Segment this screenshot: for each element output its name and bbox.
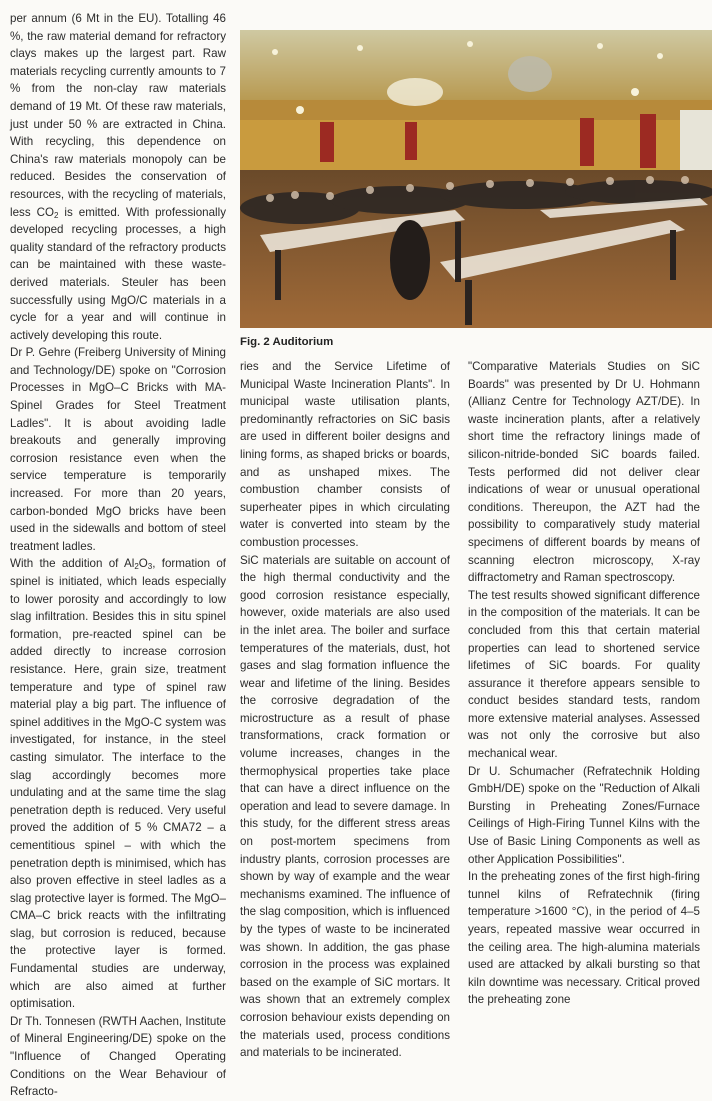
paragraph-hohmann: "Comparative Materials Studies on SiC Boards" was presented by Dr U. Hohmann (Allianz Centre for Technology AZT/DE). In waste incineration plants, after a relatively short time the refractory linings made of silicon-nitride-bonded SiC boards failed. Tests performed did not deliver clear indications of wear or unusual operational conditions. Thereupon, the AZT had the possibility to comparatively study material specimens of different boards by means of scanning electron microscopy, X-ray diffractometry and Raman spectroscopy. — [468, 360, 700, 585]
paragraph-recycling: per annum (6 Mt in the EU). Totalling 46 %, the raw material demand for refractory clays makes up the largest part. Raw materials recycling currently amounts to 7 % from the non-clay raw materials demand of 19 Mt. Of these raw materials, just under 50 % are extracted in China. With recycling, this dependence on China's raw materials monopoly can be reduced. Besides the conservation of resources, with the recycling of materials, less $CO_2$ is emitted. With professionally developed recycling processes, a high quality standard of the refractory products can be maintained with these waste-derived materials. Steuler has been successfully using MgO/C materials in a cycle for a year and will continue in actively developing this route. — [10, 12, 226, 342]
paragraph-spinel: With the addition of $Al_2O_3$, formation of spinel is initiated, which leads especially to lower porosity and accordingly to low slag infiltration. Besides this in situ spinel formation, pre-reacted spinel can be added directly to increase corrosion resistance. Here, grain size, treatment temperature and type of spinel raw material play a big part. The influence of spinel additives in the MgO-C system was investigated, for instance, in the steel casting simulator. The interface to the slag accordingly becomes more undulating and at the same time the slag penetration depth is reduced. Very useful proved the addition of 5 % CMA72 – a cementitious spinel – with which the penetration depth is minimised, which has also proven effective in steel ladles as a slag protective layer is formed. The MgO–CMA–C brick reacts with the infiltrating slag, but corrosion is reduced, because the protective layer is formed. Fundamental studies are underway, which are also aimed at further optimisation. — [10, 557, 226, 1011]
paragraph-preheating: In the preheating zones of the first high-firing tunnel kilns of Refratechnik (firing temperature >1600 °C), in the period of 4–5 years, repeated massive wear occurred in the ceiling area. The high-alumina materials used are attacked by alkali bursting so that kiln downtime was necessary. Critical proved the preheating zone — [468, 870, 700, 1007]
paragraph-tonnesen: Dr Th. Tonnesen (RWTH Aachen, Institute of Mineral Engineering/DE) spoke on the "Influence of Changed Operating Conditions on the Wear Behaviour of Refracto- — [10, 1014, 226, 1099]
paragraph-schumacher: Dr U. Schumacher (Refratechnik Holding GmbH/DE) spoke on the "Reduction of Alkali Bursting in Preheating Zones/Furnace Ceilings of High-Firing Tunnel Kilns with the Use of Basic Lining Components as well as other Application Possibilities". — [468, 764, 700, 866]
text-column-3 — [468, 358, 700, 1009]
text-column-1 — [10, 10, 226, 1101]
auditorium-illustration — [240, 30, 712, 328]
paragraph-sic-materials: SiC materials are suitable on account of the high thermal conductivity and the good corrosion resistance especially, however, oxide materials are also used in the inlet area. The boiler and surface temperatures of the materials, dust, hot gases and slag formation influence the wear and lifetime of the lining. Besides the corrosive degradation of the microstructure as a result of phase transformations, crack formation or volume increases, changes in the thermophysical properties take place that can have a direct influence on the operation and lead to severe damage. In this study, for the different stress areas on post-mortem specimens from industry plants, corrosion processes are shown by way of example and the wear mechanisms examined. The influence of the slag composition, which is influenced by the types of waste to be incinerated was shown. In addition, the gas phase corrosion in the process was explained based on the example of SiC mortars. It was shown that an extremely complex corrosion behaviour exists depending on the materials used, process conditions and materials to be incinerated. — [240, 553, 450, 1060]
figure-caption: Fig. 2 Auditorium — [240, 336, 334, 348]
auditorium-photo — [240, 30, 712, 328]
text-column-2 — [240, 358, 450, 1062]
paragraph-incineration: ries and the Service Lifetime of Municipal Waste Incineration Plants". In municipal waste utilisation plants, predominantly refractories on SiC basis are used in different boiler designs and lining forms, as shaped bricks or boards, and as unshaped mixes. The combustion chamber consists of superheater pipes in which circulating water is converted into steam by the combustion processes. — [240, 360, 450, 549]
paragraph-test-results: The test results showed significant difference in the composition of the materials. It can be concluded from this that certain material properties can lead to shortened service lifetimes of SiC boards. For quality assurance it therefore appears sensible to conduct besides standard tests, random more extensive material analyses. Assessed was not only the corrosive but also mechanical wear. — [468, 588, 700, 761]
paragraph-gehre: Dr P. Gehre (Freiberg University of Mining and Technology/DE) spoke on "Corrosion Processes in MgO–C Bricks with MA-Spinel Grades for Steel Treatment Ladles". It is about avoiding ladle breakouts and generally improving corrosion resistance even when the service temperature is temporarily increased. For more than 20 years, carbon-bonded MgO bricks have been used in the sidewalls and bottom of steel treatment ladles. — [10, 346, 226, 553]
